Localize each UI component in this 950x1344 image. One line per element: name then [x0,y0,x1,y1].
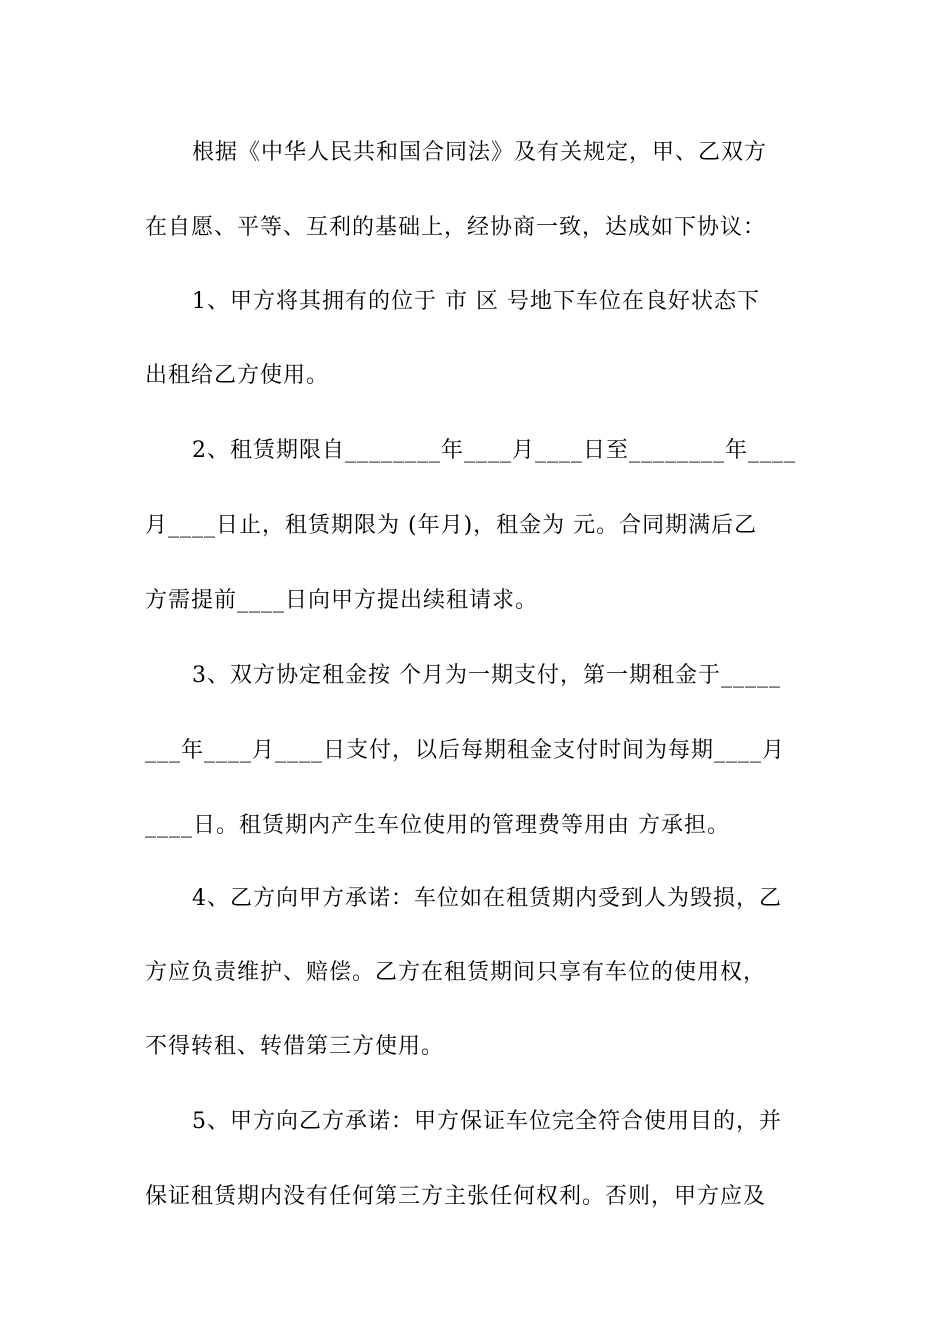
clause-2-line-3: 方需提前____日向甲方提出续租请求。 [145,588,539,613]
clause-5-line-2: 保证租赁期内没有任何第三方主张任何权利。否则，甲方应及 [145,1184,767,1209]
clause-3-line-3: ____日。租赁期内产生车位使用的管理费等用由 方承担。 [145,813,730,838]
clause-4-line-3: 不得转租、转借第三方使用。 [145,1034,445,1059]
clause-5-line-1: 5、甲方向乙方承诺：甲方保证车位完全符合使用目的，并 [192,1109,782,1134]
clause-2-line-2: 月____日止，租赁期限为 (年月)，租金为 元。合同期满后乙 [145,513,758,538]
clause-4-line-2: 方应负责维护、赔偿。乙方在租赁期间只享有车位的使用权， [145,960,767,985]
paragraph-intro-line-2: 在自愿、平等、互利的基础上，经协商一致，达成如下协议： [145,215,767,240]
paragraph-intro-line-1: 根据《中华人民共和国合同法》及有关规定，甲、乙双方 [192,140,768,165]
clause-1-line-1: 1、甲方将其拥有的位于 市 区 号地下车位在良好状态下 [192,289,760,314]
clause-4-line-1: 4、乙方向甲方承诺：车位如在租赁期内受到人为毁损，乙 [192,886,782,911]
clause-2-line-1: 2、租赁期限自________年____月____日至________年____ [192,438,796,463]
clause-1-line-2: 出租给乙方使用。 [145,363,330,388]
clause-3-line-2: ___年____月____日支付，以后每期租金支付时间为每期____月 [145,738,786,763]
clause-3-line-1: 3、双方协定租金按 个月为一期支付，第一期租金于_____ [192,663,781,688]
